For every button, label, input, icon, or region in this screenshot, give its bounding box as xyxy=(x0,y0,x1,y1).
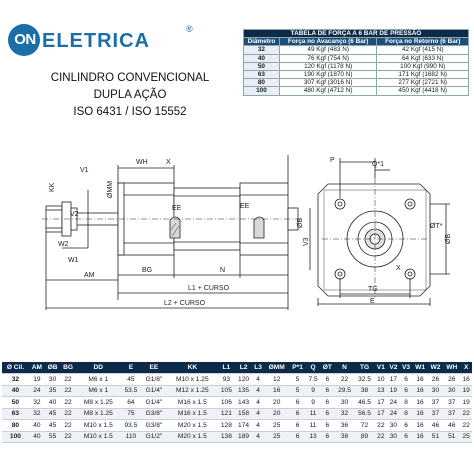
dim-cell: 55 xyxy=(45,431,60,443)
label-v3: V3 xyxy=(303,237,310,246)
label-tg: TG xyxy=(368,286,378,293)
label-ee-rear: EE xyxy=(240,203,250,210)
label-l2: L2 + CURSO xyxy=(164,300,206,307)
dim-header-cell: EE xyxy=(141,362,167,374)
dim-cell: 6 xyxy=(320,431,334,443)
dim-cell: 22 xyxy=(375,420,388,432)
dim-cell: 24 xyxy=(387,408,400,420)
dim-header-cell: BG xyxy=(60,362,75,374)
dim-cell: M6 x 1 xyxy=(76,385,121,397)
dim-cell: 4 xyxy=(252,385,264,397)
dim-cell: M10 x 1.5 xyxy=(76,420,121,432)
label-n: N xyxy=(220,267,226,274)
force-table-row xyxy=(244,87,469,95)
cylinder-front-view xyxy=(300,148,472,308)
dim-header-cell: V1 xyxy=(375,362,388,374)
dim-cell: 5 xyxy=(289,374,306,386)
label-bg: BG xyxy=(142,267,153,274)
dim-header-cell: KK xyxy=(167,362,218,374)
dim-cell: 22 xyxy=(60,397,75,409)
force-cell-advance: 49 Kgf (483 N) xyxy=(279,46,377,54)
dim-cell: 135 xyxy=(235,385,252,397)
dim-cell: 4 xyxy=(252,397,264,409)
brand-logo xyxy=(8,24,198,58)
dim-cell: 110 xyxy=(121,431,141,443)
force-cell-bore: 63 xyxy=(244,70,280,78)
dim-header-cell: V3 xyxy=(400,362,413,374)
label-q: Q*1 xyxy=(372,161,385,168)
title-line-2: DUPLA AÇÃO xyxy=(93,89,167,101)
dim-cell: 11 xyxy=(306,420,320,432)
dim-cell: 32 xyxy=(334,408,354,420)
dim-cell: 158 xyxy=(235,408,252,420)
dim-cell: 16 xyxy=(412,431,427,443)
dim-header-cell: Ø Cil. xyxy=(2,362,29,374)
dim-cell: M16 x 1.5 xyxy=(167,397,218,409)
dimension-table xyxy=(2,362,472,443)
dim-cell: 17 xyxy=(375,397,388,409)
registered-mark: ® xyxy=(186,24,193,34)
dim-cell: 6 xyxy=(400,431,413,443)
force-cell-return: 64 Kgf (633 N) xyxy=(377,54,469,62)
dim-cell: 45 xyxy=(121,374,141,386)
force-cell-bore: 50 xyxy=(244,62,280,70)
dim-cell: 63 xyxy=(2,408,29,420)
dim-cell: M10 x 1.5 xyxy=(76,431,121,443)
dim-cell: 40 xyxy=(2,385,29,397)
dim-cell: 100 xyxy=(2,431,29,443)
force-header-return: Força no Retorno (6 Bar) xyxy=(377,38,469,46)
dim-cell: 17 xyxy=(375,408,388,420)
dim-table-row xyxy=(2,374,472,386)
dim-cell: 37 xyxy=(443,397,460,409)
dim-header-cell: X xyxy=(460,362,472,374)
product-title xyxy=(30,70,230,121)
title-line-3: ISO 6431 / ISO 15552 xyxy=(73,106,187,118)
dim-cell: 51 xyxy=(443,431,460,443)
dim-cell: 22 xyxy=(60,374,75,386)
dim-cell: 50 xyxy=(2,397,29,409)
dim-cell: 30 xyxy=(387,431,400,443)
dim-cell: 13 xyxy=(306,431,320,443)
dim-cell: M20 x 1.5 xyxy=(167,420,218,432)
force-cell-bore: 32 xyxy=(244,46,280,54)
cylinder-side-view xyxy=(40,150,305,322)
dim-header-cell: L1 xyxy=(218,362,235,374)
dim-header-cell: V2 xyxy=(387,362,400,374)
dim-cell: 25 xyxy=(264,420,289,432)
dim-cell: 6 xyxy=(289,431,306,443)
label-wh: WH xyxy=(136,159,148,166)
dim-cell: 93 xyxy=(218,374,235,386)
label-v2: V2 xyxy=(70,211,79,218)
dim-cell: 174 xyxy=(235,420,252,432)
dim-header-cell: ØB xyxy=(45,362,60,374)
dim-cell: 189 xyxy=(235,431,252,443)
label-x-front: X xyxy=(396,265,401,272)
force-cell-bore: 80 xyxy=(244,79,280,87)
dim-cell: 89 xyxy=(355,431,375,443)
dim-cell: M6 x 1 xyxy=(76,374,121,386)
label-am: AM xyxy=(84,272,95,279)
label-kk: KK xyxy=(49,182,56,192)
dim-cell: 26 xyxy=(428,374,443,386)
dim-cell: 32 xyxy=(29,408,45,420)
dim-cell: 22 xyxy=(460,408,472,420)
dim-cell: 30 xyxy=(334,397,354,409)
dim-header-cell: L2 xyxy=(235,362,252,374)
dim-cell: 4 xyxy=(252,374,264,386)
label-ob: ØB xyxy=(297,217,304,228)
dim-cell: 6 xyxy=(400,374,413,386)
dim-cell: 16 xyxy=(412,420,427,432)
dim-cell: 25 xyxy=(264,431,289,443)
dim-header-cell: AM xyxy=(29,362,45,374)
dim-cell: 32 xyxy=(29,397,45,409)
dim-cell: 51 xyxy=(428,431,443,443)
dim-cell: 45 xyxy=(45,408,60,420)
dim-cell: 6 xyxy=(320,397,334,409)
dim-cell: 128 xyxy=(218,420,235,432)
title-line-1: CINLINDRO CONVENCIONAL xyxy=(50,72,210,84)
dim-cell: 45 xyxy=(45,420,60,432)
dim-cell: 6 xyxy=(289,420,306,432)
dim-cell: 17 xyxy=(387,374,400,386)
label-w2: W2 xyxy=(58,241,69,248)
dim-cell: 22 xyxy=(334,374,354,386)
label-l1: L1 + CURSO xyxy=(188,285,230,292)
force-cell-return: 171 Kgf (1682 N) xyxy=(377,70,469,78)
force-header-bore: Diâmetro xyxy=(244,38,280,46)
force-table-row xyxy=(244,62,469,70)
label-x: X xyxy=(166,159,171,166)
dim-cell: 26 xyxy=(443,374,460,386)
dim-cell: 4 xyxy=(252,431,264,443)
dim-cell: 22 xyxy=(60,420,75,432)
dim-cell: 40 xyxy=(45,397,60,409)
label-mm: ØMM xyxy=(107,180,114,198)
dim-cell: 37 xyxy=(428,408,443,420)
dim-cell: 53.5 xyxy=(121,385,141,397)
force-cell-advance: 76 Kgf (754 N) xyxy=(279,54,377,62)
dim-cell: 16 xyxy=(264,385,289,397)
dim-cell: 6 xyxy=(289,408,306,420)
dim-cell: 120 xyxy=(235,374,252,386)
dim-cell: 6 xyxy=(320,420,334,432)
dim-cell: 9 xyxy=(306,397,320,409)
dim-cell: 6 xyxy=(289,397,306,409)
dim-cell: 22 xyxy=(60,408,75,420)
dim-cell: 16 xyxy=(460,374,472,386)
dim-cell: 7.5 xyxy=(306,374,320,386)
dim-cell: 6 xyxy=(320,408,334,420)
dim-cell: 38 xyxy=(355,385,375,397)
dim-cell: 75 xyxy=(121,408,141,420)
dim-cell: 10 xyxy=(375,374,388,386)
dim-cell: 16 xyxy=(412,397,427,409)
dim-cell: 80 xyxy=(2,420,29,432)
dim-cell: 20 xyxy=(264,397,289,409)
dim-header-cell: N xyxy=(334,362,354,374)
dim-header-cell: Q xyxy=(306,362,320,374)
label-w1: W1 xyxy=(68,257,79,264)
force-cell-return: 450 Kgf (4418 N) xyxy=(377,87,469,95)
dim-cell: 22 xyxy=(460,420,472,432)
dim-header-cell: DD xyxy=(76,362,121,374)
dimension-table-body xyxy=(2,374,472,443)
dim-cell: 6 xyxy=(320,385,334,397)
dim-cell: 35 xyxy=(45,385,60,397)
dim-cell: 46.5 xyxy=(355,397,375,409)
dim-cell: 6 xyxy=(400,420,413,432)
dim-cell: G1/8" xyxy=(141,374,167,386)
dim-cell: 22 xyxy=(60,385,75,397)
dim-table-row xyxy=(2,408,472,420)
dim-cell: 16 xyxy=(412,408,427,420)
force-table-body xyxy=(244,46,469,95)
dim-header-cell: W1 xyxy=(412,362,427,374)
dim-cell: 105 xyxy=(218,385,235,397)
force-table-title: TABELA DE FORÇA A 6 BAR DE PRESSÃO xyxy=(244,30,469,38)
dim-cell: 72 xyxy=(355,420,375,432)
dim-cell: 5 xyxy=(289,385,306,397)
dim-cell: 24 xyxy=(29,385,45,397)
dim-cell: 30 xyxy=(387,420,400,432)
dim-table-row xyxy=(2,431,472,443)
dim-header-cell: ØT xyxy=(320,362,334,374)
dim-cell: 22 xyxy=(375,431,388,443)
logo-text: ELETRICA xyxy=(42,30,150,52)
dim-cell: 8 xyxy=(400,397,413,409)
force-cell-advance: 120 Kgf (1178 N) xyxy=(279,62,377,70)
dim-header-cell: WH xyxy=(443,362,460,374)
dim-cell: 4 xyxy=(252,408,264,420)
dim-cell: M12 x 1.25 xyxy=(167,385,218,397)
dim-cell: 19 xyxy=(387,385,400,397)
dim-cell: 11 xyxy=(306,408,320,420)
label-ob-front: ØB xyxy=(445,233,452,244)
dim-cell: 40 xyxy=(29,431,45,443)
dim-cell: 29.5 xyxy=(334,385,354,397)
dim-cell: G3/8" xyxy=(141,408,167,420)
dim-cell: 46 xyxy=(428,420,443,432)
force-table xyxy=(243,29,469,96)
force-table-row xyxy=(244,79,469,87)
dim-cell: 12 xyxy=(264,374,289,386)
dim-header-cell: TG xyxy=(355,362,375,374)
dim-cell: 30 xyxy=(443,385,460,397)
dim-cell: 40 xyxy=(29,420,45,432)
force-cell-advance: 480 Kgf (4712 N) xyxy=(279,87,377,95)
label-v1: V1 xyxy=(80,167,89,174)
dim-cell: 22 xyxy=(60,431,75,443)
force-table-row xyxy=(244,70,469,78)
dim-cell: 16 xyxy=(412,374,427,386)
dim-header-cell: E xyxy=(121,362,141,374)
dim-header-cell: ØMM xyxy=(264,362,289,374)
force-cell-return: 100 Kgf (990 N) xyxy=(377,62,469,70)
dim-cell: 6 xyxy=(320,374,334,386)
dim-cell: 25 xyxy=(460,431,472,443)
dim-cell: 20 xyxy=(264,408,289,420)
dim-cell: 56.5 xyxy=(355,408,375,420)
label-e: E xyxy=(370,298,375,305)
dim-cell: M20 x 1.5 xyxy=(167,431,218,443)
dimension-table-header xyxy=(2,362,472,374)
dim-cell: 106 xyxy=(218,397,235,409)
dim-cell: 19 xyxy=(460,385,472,397)
dim-cell: M8 x 1.25 xyxy=(76,408,121,420)
force-cell-advance: 190 Kgf (1870 N) xyxy=(279,70,377,78)
dim-table-row xyxy=(2,420,472,432)
label-ot: ØT* xyxy=(430,223,443,230)
dim-cell: 32.5 xyxy=(355,374,375,386)
dim-cell: 8 xyxy=(400,408,413,420)
dim-cell: 38 xyxy=(334,431,354,443)
force-cell-advance: 307 Kgf (3016 N) xyxy=(279,79,377,87)
dim-cell: 16 xyxy=(412,385,427,397)
dim-cell: 32 xyxy=(2,374,29,386)
force-cell-bore: 100 xyxy=(244,87,280,95)
dim-cell: G1/4" xyxy=(141,397,167,409)
dim-cell: 13 xyxy=(375,385,388,397)
dim-cell: G3/8" xyxy=(141,420,167,432)
dim-cell: 138 xyxy=(218,431,235,443)
label-ee-front: EE xyxy=(172,205,182,212)
dim-cell: M10 x 1.25 xyxy=(167,374,218,386)
dim-cell: 37 xyxy=(443,408,460,420)
force-cell-bore: 40 xyxy=(244,54,280,62)
dim-cell: G1/2" xyxy=(141,431,167,443)
dim-cell: 24 xyxy=(387,397,400,409)
dim-table-row xyxy=(2,385,472,397)
dim-cell: 9 xyxy=(306,385,320,397)
force-cell-return: 277 Kgf (2721 N) xyxy=(377,79,469,87)
force-table-row xyxy=(244,54,469,62)
dim-cell: 30 xyxy=(428,385,443,397)
dim-header-cell: L3 xyxy=(252,362,264,374)
dim-cell: 93.5 xyxy=(121,420,141,432)
dim-cell: 6 xyxy=(400,385,413,397)
dim-cell: 121 xyxy=(218,408,235,420)
dim-table-row xyxy=(2,397,472,409)
dim-cell: 19 xyxy=(460,397,472,409)
force-table-row xyxy=(244,46,469,54)
dim-cell: G1/4" xyxy=(141,385,167,397)
dim-cell: M16 x 1.5 xyxy=(167,408,218,420)
dim-cell: 143 xyxy=(235,397,252,409)
logo-on: ON xyxy=(14,31,36,48)
dim-cell: 19 xyxy=(29,374,45,386)
label-p: P xyxy=(330,157,335,164)
dim-cell: 37 xyxy=(428,397,443,409)
dim-cell: 4 xyxy=(252,420,264,432)
dim-cell: 36 xyxy=(334,420,354,432)
dim-header-cell: W2 xyxy=(428,362,443,374)
dim-cell: 46 xyxy=(443,420,460,432)
dim-cell: 30 xyxy=(45,374,60,386)
dim-cell: M8 x 1.25 xyxy=(76,397,121,409)
force-cell-return: 42 Kgf (415 N) xyxy=(377,46,469,54)
dim-header-cell: P*1 xyxy=(289,362,306,374)
force-header-advance: Força no Avacanço (6 Bar) xyxy=(279,38,377,46)
dim-cell: 64 xyxy=(121,397,141,409)
